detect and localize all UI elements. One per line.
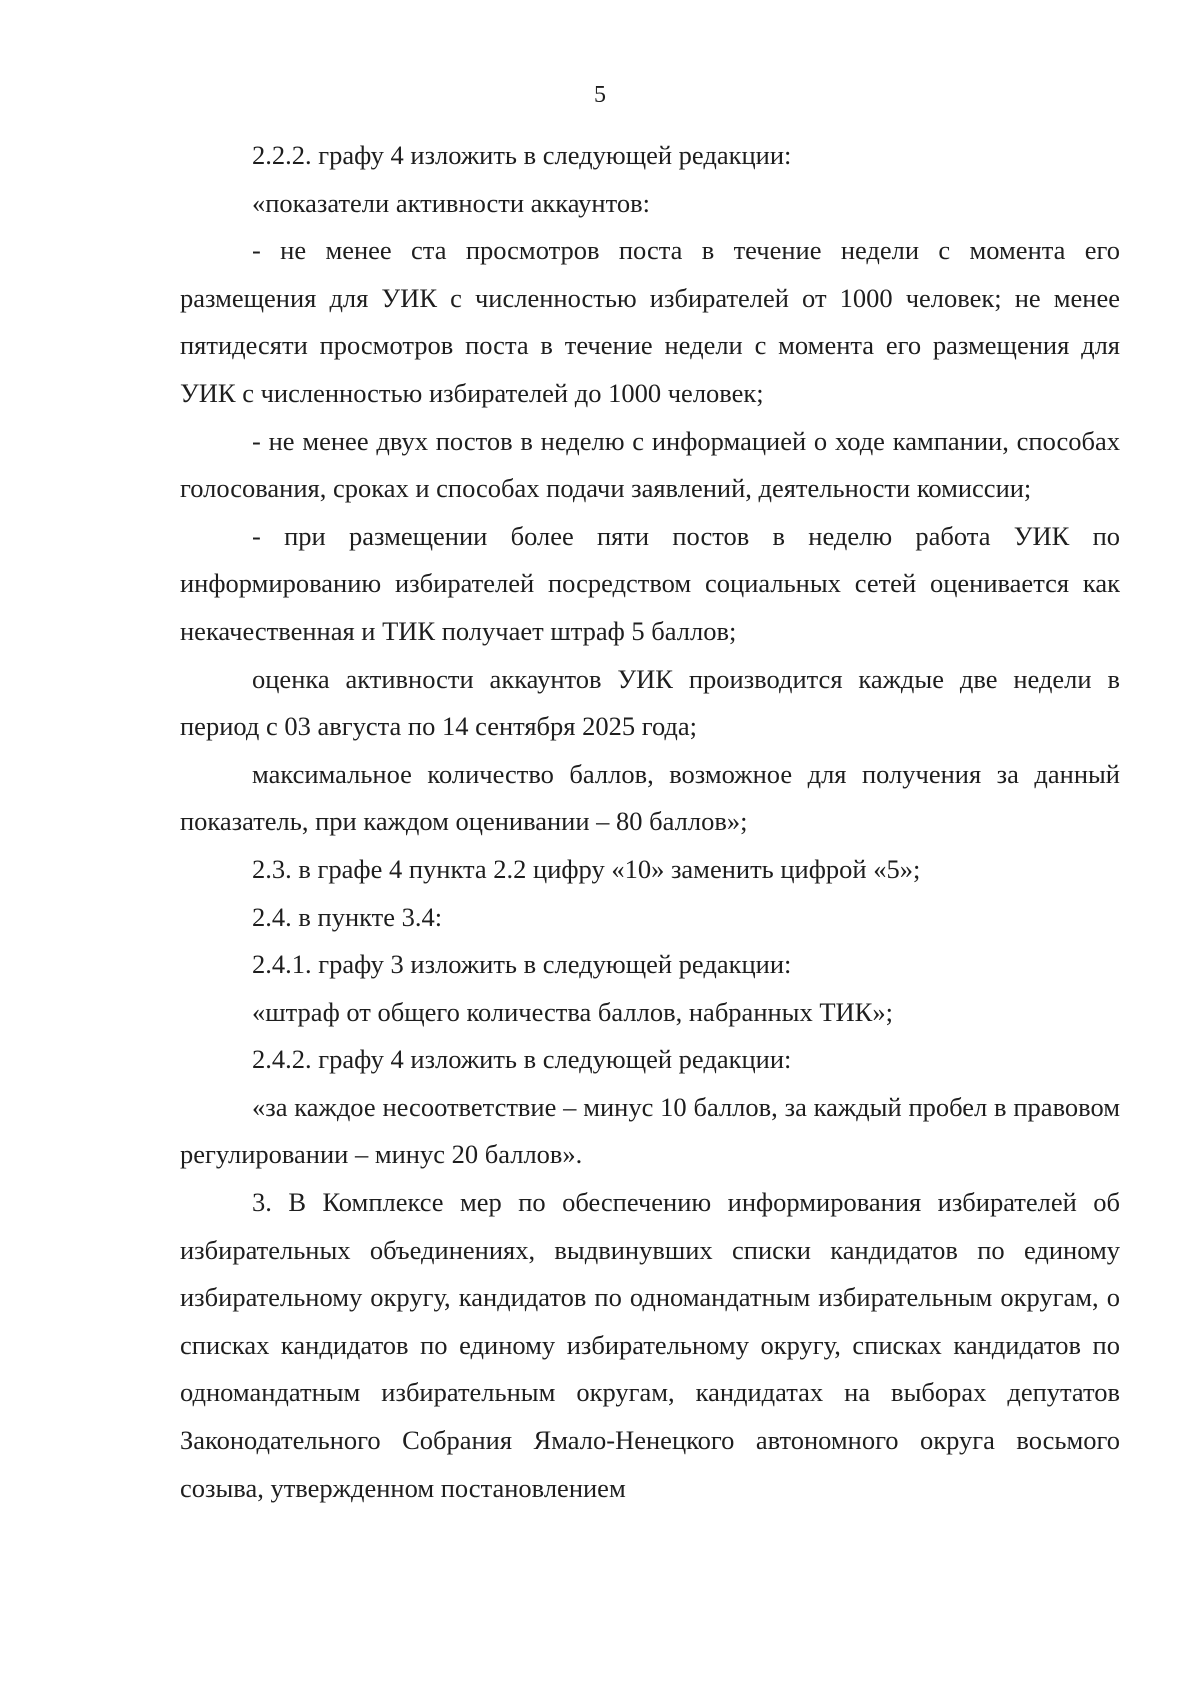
paragraph-section-3: 3. В Комплексе мер по обеспечению информирования избирателей об избирательных объединениях, выдвинувших списки кандидатов по единому избирательному округу, кандидатов по одномандатным избирательным округам, о списках кандидатов по единому избирательному округу, списках кандидатов по одномандатным избирательным округам, кандидатах на выборах депутатов Законодательного Собрания Ямало-Ненецкого автономного округа восьмого созыва, утвержденном постановлением xyxy=(180,1187,1120,1503)
paragraph-2-4-2: 2.4.2. графу 4 изложить в следующей редакции: xyxy=(252,1044,792,1075)
paragraph-each-nonconformity: «за каждое несоответствие – минус 10 баллов, за каждый пробел в правовом регулировании – минус 20 баллов». xyxy=(180,1091,1120,1170)
paragraph-penalty: - при размещении более пяти постов в неделю работа УИК по информированию избирателей посредством социальных сетей оценивается как некачественная и ТИК получает штраф 5 баллов; xyxy=(180,520,1120,646)
document-body xyxy=(180,132,1120,1512)
paragraph-post-views: - не менее ста просмотров поста в течение недели с момента его размещения для УИК с численностью избирателей от 1000 человек; не менее пятидесяти просмотров поста в течение недели с момента его размещения для УИК с численностью избирателей до 1000 человек; xyxy=(180,235,1120,408)
paragraph-2-2-2: 2.2.2. графу 4 изложить в следующей редакции: xyxy=(252,140,792,170)
paragraph-penalty-total: «штраф от общего количества баллов, набранных ТИК»; xyxy=(252,996,893,1027)
paragraph-2-4-1: 2.4.1. графу 3 изложить в следующей редакции: xyxy=(252,949,792,980)
paragraph-posts-per-week: - не менее двух постов в неделю с информацией о ходе кампании, способах голосования, сроках и способах подачи заявлений, деятельности комиссии; xyxy=(180,425,1120,504)
paragraph-account-activity-heading: «показатели активности аккаунтов: xyxy=(252,187,650,218)
paragraph-max-points: максимальное количество баллов, возможное для получения за данный показатель, при каждом оценивании – 80 баллов»; xyxy=(180,758,1120,837)
paragraph-2-4: 2.4. в пункте 3.4: xyxy=(252,901,443,932)
page-number: 5 xyxy=(594,82,606,108)
paragraph-assessment-period: оценка активности аккаунтов УИК производится каждые две недели в период с 03 августа по 14 сентября 2025 года; xyxy=(180,663,1120,742)
paragraph-2-3: 2.3. в графе 4 пункта 2.2 цифру «10» заменить цифрой «5»; xyxy=(252,853,921,884)
